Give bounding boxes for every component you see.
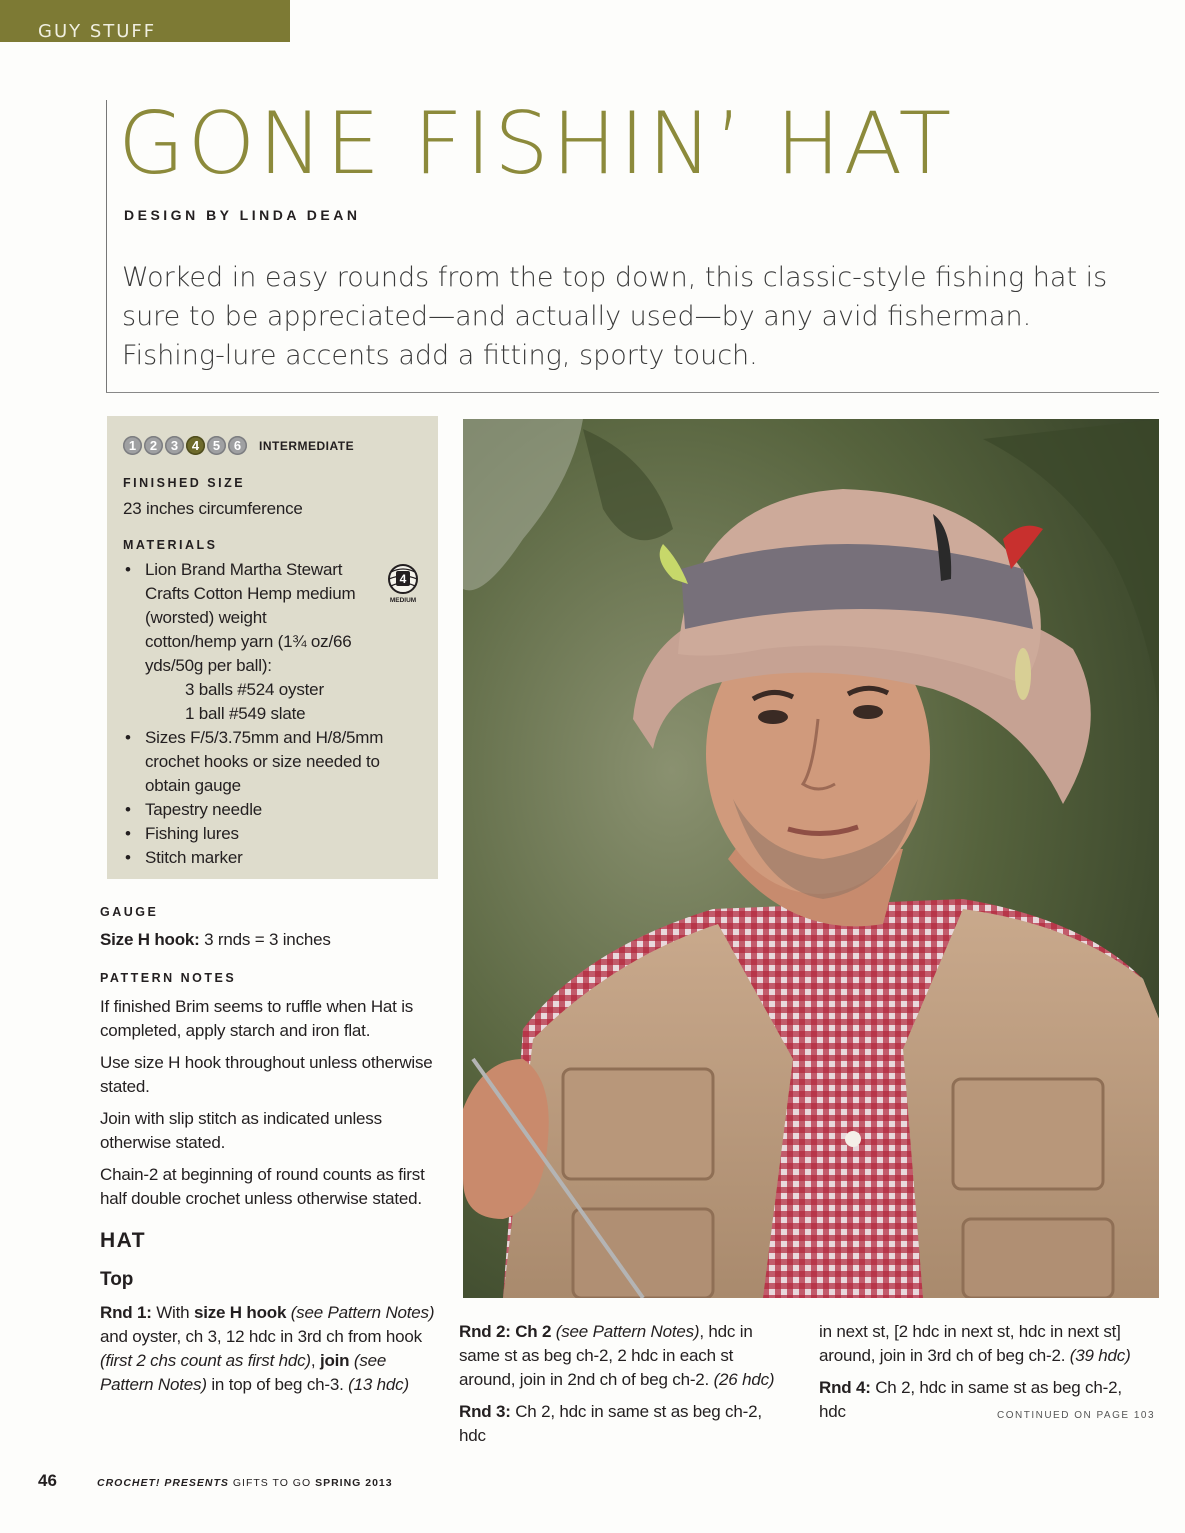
gauge-value: 3 rnds = 3 inches [199, 930, 331, 949]
rnd-4-t1: Ch 2, hdc in same st as beg ch-2, hdc [819, 1378, 1122, 1421]
intro-text: Worked in easy rounds from the top down, this classic-style fishing hat is sure to be appreciated—and actually used—by any avid fisherman. Fishing-lure accents add a fitting, sporty touch. [122, 262, 1108, 371]
footer-issue: SPRING 2013 [315, 1477, 393, 1489]
rnd-3-label: Rnd 3: [459, 1402, 511, 1421]
rnd-1-label: Rnd 1: [100, 1303, 152, 1322]
yarn-weight-icon [381, 564, 425, 604]
rnd-1-b1: size H hook [193, 1303, 287, 1322]
rnd-3-t2: in next st, [2 hdc in next st, hdc in next st] around, join in 3rd ch of beg ch-2. [819, 1322, 1121, 1365]
skill-level-2-icon: 2 [144, 436, 163, 455]
page-number: 46 [38, 1471, 57, 1490]
footer-publication [97, 1477, 393, 1489]
materials-item-marker: • Stitch marker [123, 846, 415, 870]
rnd-4-label: Rnd 4: [819, 1378, 871, 1397]
materials-list [123, 558, 415, 870]
sidebar-box [107, 416, 438, 879]
materials-item-lures: • Fishing lures [123, 822, 415, 846]
materials-yarn-slate: 1 ball #549 slate [185, 704, 306, 723]
header-rule-horizontal [106, 392, 1159, 393]
rnd-2 [459, 1320, 789, 1392]
top-subheading: Top [100, 1269, 134, 1290]
pattern-notes [100, 995, 438, 1211]
rnd-2-i1: (see Pattern Notes) [551, 1322, 700, 1341]
byline: DESIGN BY LINDA DEAN [124, 207, 361, 223]
section-tab: GUY STUFF [0, 0, 290, 42]
materials-item-hooks: • Sizes F/5/3.75mm and H/8/5mm crochet hooks or size needed to obtain gauge [123, 726, 415, 798]
skill-level [123, 436, 438, 455]
rnd-3-end [819, 1320, 1149, 1368]
rnd-1-i2: (first 2 chs count as first hdc) [100, 1351, 311, 1370]
skill-level-1-icon: 1 [123, 436, 142, 455]
page-title: GONE FISHIN’ HAT [118, 94, 955, 194]
skill-level-3-icon: 3 [165, 436, 184, 455]
materials-yarn-text: • Lion Brand Martha Stewart Crafts Cotton Hemp medium (worsted) weight cotton/hemp yarn (1¾ oz/66 yds/50g per ball): [145, 560, 356, 675]
yarn-weight-number: 4 [399, 572, 407, 586]
header-rule-vertical [106, 100, 107, 393]
rnd-1-b2: join [319, 1351, 350, 1370]
pattern-notes-heading: PATTERN NOTES [100, 971, 237, 985]
rnd-1-t2: and oyster, ch 3, 12 hdc in 3rd ch from hook [100, 1327, 422, 1346]
skill-level-4-icon: 4 [186, 436, 205, 455]
pattern-note-2: Use size H hook throughout unless otherwise stated. [100, 1053, 433, 1096]
gauge-text [100, 928, 438, 952]
rnd-1-i3: (see Pattern Notes) [100, 1351, 387, 1394]
materials-yarn-oyster: 3 balls #524 oyster [185, 680, 324, 699]
finished-size-text: 23 inches circumference [123, 499, 303, 518]
pattern-note-1: If finished Brim seems to ruffle when Hat is completed, apply starch and iron flat. [100, 997, 414, 1040]
yarn-weight-label: MEDIUM [389, 597, 417, 604]
rnd-3-t1: Ch 2, hdc in same st as beg ch-2, hdc [459, 1402, 762, 1445]
gauge-bold: Size H hook: [100, 930, 200, 949]
rnd-2-i2: (26 hdc) [713, 1370, 775, 1389]
skill-level-6-icon: 6 [228, 436, 247, 455]
rnd-3-i1: (39 hdc) [1069, 1346, 1131, 1365]
continued-note: CONTINUED ON PAGE 103 [997, 1410, 1156, 1421]
footer-section: GIFTS TO GO [228, 1477, 316, 1489]
skill-level-5-icon: 5 [207, 436, 226, 455]
rnd-3-start [459, 1400, 789, 1448]
materials-item-needle: • Tapestry needle [123, 798, 415, 822]
left-column [100, 905, 438, 1397]
rnd-1-t1: With [151, 1303, 194, 1322]
hat-heading: HAT [100, 1229, 147, 1252]
materials-heading: MATERIALS [123, 538, 218, 552]
rnd-2-t1: , hdc in same st as beg ch-2, 2 hdc in each st around, join in 2nd ch of beg ch-2. [459, 1322, 753, 1389]
rnd-1-i4: (13 hdc) [348, 1375, 409, 1394]
rnd-2-label: Rnd 2: Ch 2 [459, 1322, 552, 1341]
materials-item-yarn [123, 558, 415, 726]
pattern-note-4: Chain-2 at beginning of round counts as first half double crochet unless otherwise stated. [100, 1165, 425, 1208]
gauge-heading: GAUGE [100, 905, 159, 919]
hat-photo [463, 419, 1159, 1298]
rnd-1 [100, 1301, 435, 1397]
right-column-1 [459, 1320, 789, 1448]
rnd-1-t4: in top of beg ch-3. [206, 1375, 349, 1394]
rnd-1-t3: , [310, 1351, 320, 1370]
finished-size-heading: FINISHED SIZE [123, 476, 246, 490]
pattern-note-3: Join with slip stitch as indicated unless otherwise stated. [100, 1109, 382, 1152]
rnd-1-i1: (see Pattern Notes) [286, 1303, 435, 1322]
right-column-2 [819, 1320, 1149, 1424]
skill-label: INTERMEDIATE [259, 438, 355, 453]
footer-magazine: CROCHET! PRESENTS [97, 1477, 229, 1489]
